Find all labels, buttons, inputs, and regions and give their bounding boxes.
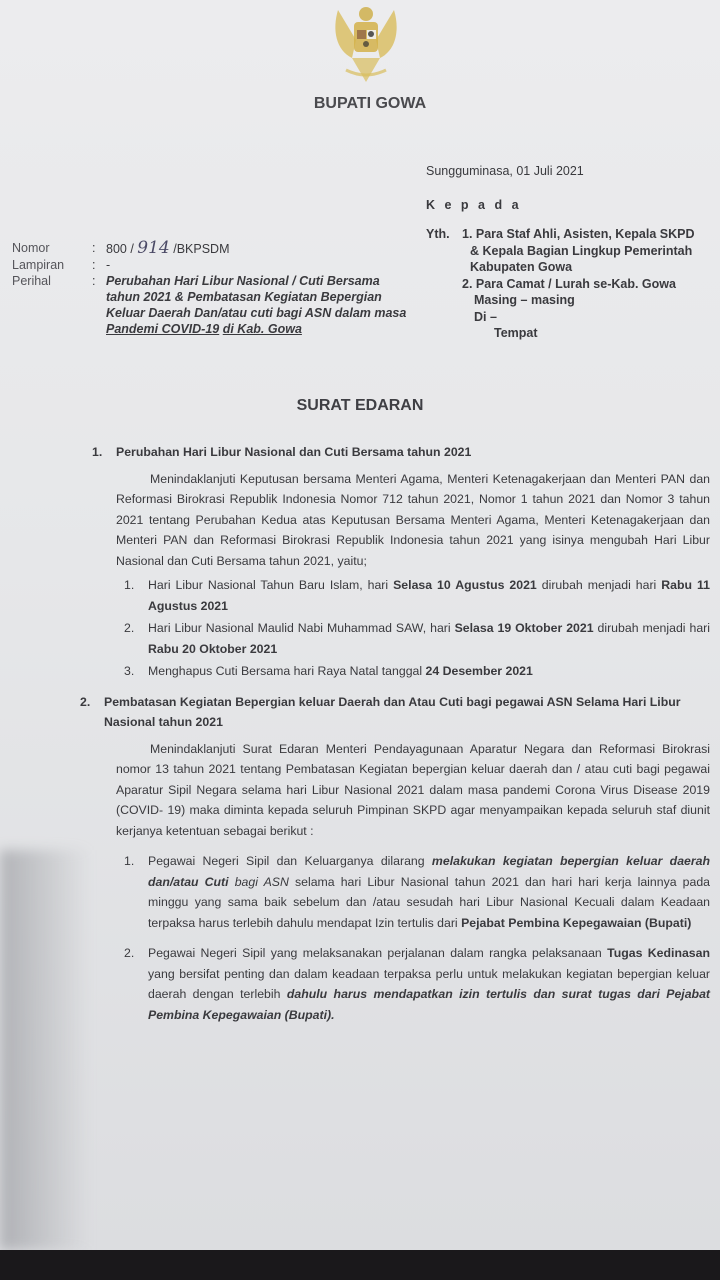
item-bold: 24 Desember 2021 [425, 664, 533, 678]
item-text: Pegawai Negeri Sipil yang melaksanakan perjalanan dalam rangka pelaksanaan [148, 946, 608, 960]
item-text: yang bersifat penting dan dalam keadaan terpaksa perlu untuk melakukan kegiatan bepergian keluar daerah dengan terlebih [148, 966, 710, 1001]
recipient-line: 1. Para Staf Ahli, Asisten, Kepala SKPD [462, 227, 695, 241]
perihal-label: Perihal [12, 274, 51, 288]
nomor-prefix: 800 / [106, 242, 134, 256]
item-text: Hari Libur Nasional Maulid Nabi Muhammad SAW, hari [148, 621, 455, 635]
perihal-value [106, 273, 416, 337]
section-heading: Perubahan Hari Libur Nasional dan Cuti Bersama tahun 2021 [116, 445, 472, 459]
dark-surface-edge [0, 1250, 720, 1280]
colon: : [92, 258, 96, 272]
garuda-emblem-icon [330, 0, 402, 88]
letter-meta [12, 240, 416, 337]
recipient-line: Di – [474, 309, 497, 324]
item-text: Hari Libur Nasional Tahun Baru Islam, hari [148, 578, 394, 592]
nomor-label: Nomor [12, 241, 50, 255]
item-bold-italic: melakukan kegiatan bepergian keluar daerah dan/atau Cuti [148, 854, 711, 889]
list-item [116, 575, 710, 616]
item-number: 3. [124, 664, 135, 678]
perihal-tail: di Kab. Gowa [222, 322, 302, 336]
list-item [116, 851, 710, 933]
recipient-line: 2. Para Camat / Lurah se-Kab. Gowa [462, 276, 676, 291]
recipient-line: Kabupaten Gowa [470, 260, 573, 274]
list-item [116, 618, 710, 659]
section-2 [80, 692, 710, 1026]
lampiran-value: - [106, 258, 111, 272]
perihal-text: Perubahan Hari Libur Nasional / Cuti Bersama tahun 2021 & Pembatasan Kegiatan Bepergian Keluar Daerah Dan/atau cuti bagi ASN dalam masa [106, 274, 407, 320]
list-item [116, 943, 710, 1025]
item-bold: Selasa 10 Agustus 2021 [393, 578, 537, 592]
change-list [116, 575, 710, 682]
perihal-underlined: Pandemi COVID-19 [106, 322, 220, 336]
nomor-suffix: /BKPSDM [173, 242, 230, 256]
item-number: 2. [124, 621, 135, 635]
section-heading: Pembatasan Kegiatan Bepergian keluar Daerah dan Atau Cuti bagi pegawai ASN Selama Hari Libur Nasional tahun 2021 [104, 694, 681, 729]
item-text: Menghapus Cuti Bersama hari Raya Natal tanggal [148, 664, 426, 678]
kepada-label: K e p a d a [426, 198, 522, 212]
item-text: selama hari Libur Nasional tahun 2021 dan hari hari kerja lainnya pada minggu yang sama baik sebelum dan /atau sesudah hari Libur Nasional Kecuali dalam Keadaan terpaksa harus terlebih dahulu mendapat Izin tertulis dari [148, 874, 711, 930]
item-text: dirubah menjadi hari [536, 578, 662, 592]
item-bold: Rabu 11 Agustus 2021 [148, 578, 710, 613]
section-1 [92, 442, 710, 682]
yth-label: Yth. [426, 227, 450, 241]
item-number: 1. [124, 578, 135, 592]
section-number: 2. [80, 694, 91, 709]
document-title: SURAT EDARAN [296, 397, 424, 414]
recipient-line: Masing – masing [474, 293, 575, 307]
item-bold: Pejabat Pembina Kepegawaian (Bupati) [461, 915, 692, 930]
item-italic: bagi ASN [234, 874, 289, 889]
item-number: 2. [124, 946, 135, 960]
lampiran-label: Lampiran [12, 258, 65, 272]
item-bold: Rabu 20 Oktober 2021 [148, 641, 278, 656]
hand-shadow [0, 850, 90, 1250]
item-text: dirubah menjadi hari [593, 621, 710, 635]
rule-list [116, 851, 710, 1025]
section-paragraph: Menindaklanjuti Surat Edaran Menteri Pendayagunaan Aparatur Negara dan Reformasi Birokrasi nomor 13 tahun 2021 tentang Pembatasan Kegiatan bepergian keluar daerah dan / atau cuti bagi pegawai Aparatur Sipil Negara selama hari Libur Nasional 2021 dalam masa pandemi Corona Virus Disease 2019 (COVID- 19) maka diminta kepada seluruh Pimpinan SKPD agar menyampaikan kepada seluruh staf diunit kerjanya ketentuan sebagai berikut : [116, 741, 710, 838]
document-body [80, 442, 711, 1027]
recipient-line: Tempat [494, 326, 538, 340]
colon: : [92, 274, 96, 288]
item-bold-italic: dahulu harus mendapatkan izin tertulis dan surat tugas dari Pejabat Pembina Kepegawaian (Bupati). [148, 987, 711, 1022]
item-bold: Tugas Kedinasan [607, 946, 710, 960]
item-bold: Selasa 19 Oktober 2021 [454, 621, 594, 635]
item-text: Pegawai Negeri Sipil dan Keluarganya dilarang [148, 854, 432, 868]
list-item [116, 661, 710, 682]
org-name: BUPATI GOWA [313, 95, 427, 112]
section-paragraph: Menindaklanjuti Keputusan bersama Menteri Agama, Menteri Ketenagakerjaan dan Menteri PAN dan Reformasi Birokrasi Republik Indonesia Nomor 712 tahun 2021, Nomor 1 tahun 2021 dan Nomor 3 tahun 2021 tentang Perubahan Kedua atas Keputusan Bersama Menteri Agama, Menteri Ketenagakerjaan dan Menteri PAN dan Reformasi Birokrasi Republik Indonesia tahun 2021 yang isinya mengubah Hari Libur Nasional dan Cuti Bersama tahun 2021, yaitu; [116, 471, 710, 568]
place-date: Sungguminasa, 01 Juli 2021 [426, 164, 584, 178]
item-number: 1. [124, 854, 135, 868]
nomor-handwritten: 914 [137, 238, 170, 258]
recipients-block [426, 226, 694, 342]
colon: : [92, 241, 96, 255]
recipient-line: & Kepala Bagian Lingkup Pemerintah [470, 243, 693, 258]
section-number: 1. [92, 445, 103, 459]
nomor-value [106, 240, 416, 257]
